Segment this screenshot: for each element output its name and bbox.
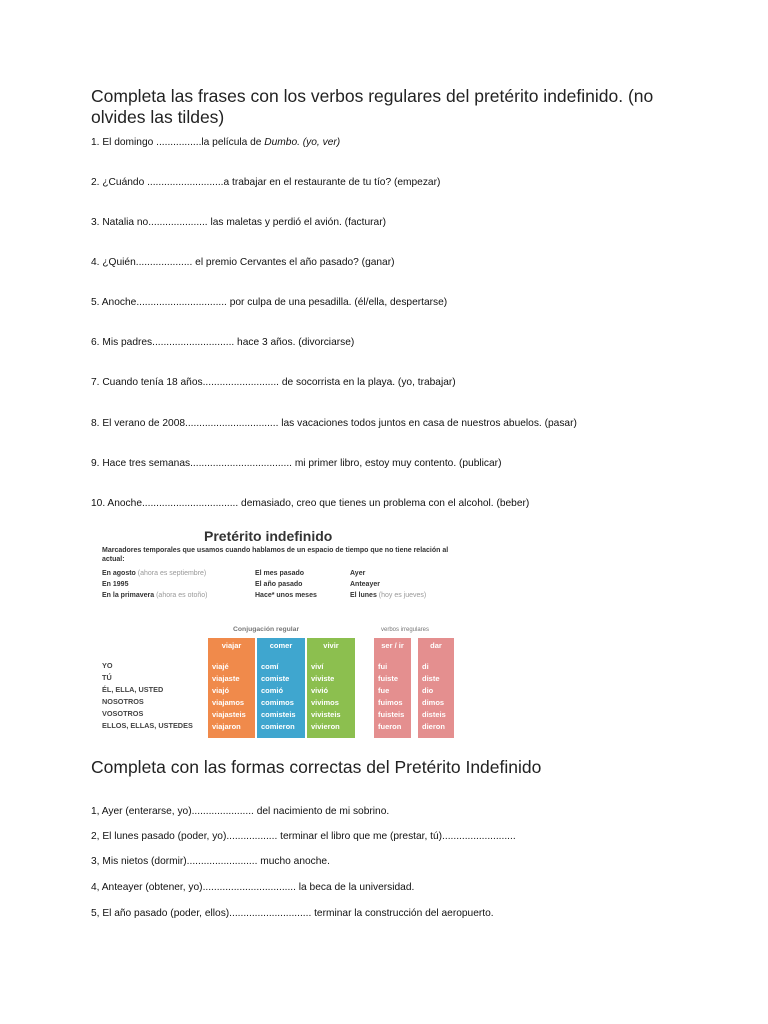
exercise-1-text: 10. Anoche.................................. demasiado, creo que tienes un problema con el alcohol. (beber) (91, 498, 530, 509)
exercise-1-item (91, 458, 501, 469)
verb-form: viví (311, 662, 324, 671)
exercise-1-text: 2. ¿Cuándo ...........................a trabajar en el restaurante de tu tío? (empezar) (91, 177, 441, 188)
conjugation-column-dar (418, 638, 454, 738)
exercise-1-text: 4. ¿Quién.................... el premio Cervantes el año pasado? (ganar) (91, 257, 395, 268)
panel-title: Pretérito indefinido (204, 528, 333, 544)
time-marker-text: Anteayer (350, 581, 380, 588)
time-marker-text: El mes pasado (255, 570, 305, 577)
verb-form: disteis (422, 710, 446, 719)
time-marker (102, 581, 128, 588)
time-marker-text: En la primavera (102, 592, 157, 599)
exercise-1-item (91, 137, 340, 148)
exercise-1-item (91, 297, 447, 308)
preterito-reference-panel (100, 520, 470, 745)
time-marker-text: Hace* unos meses (255, 592, 317, 599)
exercise-2-title: Completa con las formas correctas del Pretérito Indefinido (91, 757, 542, 777)
exercise-1-item (91, 498, 529, 509)
verb-form: viajó (212, 686, 230, 695)
time-marker (255, 581, 302, 588)
verb-form: viajé (212, 662, 229, 671)
verb-form: dieron (422, 722, 445, 731)
verb-form: vivieron (311, 722, 340, 731)
time-marker-text: Ayer (350, 570, 366, 577)
verb-form: comiste (261, 674, 290, 683)
pronoun-label: NOSOTROS (102, 697, 144, 706)
column-header: comer (269, 641, 293, 650)
exercise-1-italic: Dumbo. (yo, ver) (264, 137, 341, 148)
time-marker (255, 592, 317, 599)
verb-form: diste (422, 674, 440, 683)
verb-form: fuisteis (378, 710, 405, 719)
conjugation-column-comer (257, 638, 305, 738)
verb-form: vivisteis (311, 710, 341, 719)
verb-form: comieron (261, 722, 295, 731)
panel-description: Marcadores temporales que usamos cuando hablamos de un espacio de tiempo que no tiene relación al actual: (102, 547, 449, 563)
exercise-1-text: 3. Natalia no..................... las maletas y perdió el avión. (facturar) (91, 217, 386, 228)
verb-form: fueron (378, 722, 402, 731)
exercise-1-item (91, 177, 440, 188)
regular-conjugation-label: Conjugación regular (233, 626, 300, 633)
verb-form: comí (261, 662, 279, 671)
column-header: viajar (221, 641, 242, 650)
exercise-1-item (91, 217, 386, 228)
verb-form: viajamos (212, 698, 245, 707)
verb-form: comisteis (261, 710, 296, 719)
verb-form: viajaron (212, 722, 241, 731)
verb-form: viajasteis (212, 710, 246, 719)
verb-form: dimos (422, 698, 445, 707)
time-marker (350, 581, 380, 588)
exercise-1-item (91, 257, 395, 268)
verb-form: viviste (311, 674, 335, 683)
time-marker (350, 570, 365, 577)
time-marker (102, 570, 206, 577)
verb-form: fue (378, 686, 390, 695)
conjugation-column-viajar (208, 638, 255, 738)
irregular-verbs-label: verbos irregulares (381, 627, 430, 633)
conjugation-column-vivir (307, 638, 355, 738)
time-marker (102, 592, 207, 599)
exercise-2-item: 1, Ayer (enterarse, yo)...................... del nacimiento de mi sobrino. (91, 806, 390, 817)
column-header: vivir (323, 641, 339, 650)
exercise-1-text: 5. Anoche................................ por culpa de una pesadilla. (él/ella, despertarse) (91, 297, 448, 308)
verb-form: vivimos (311, 698, 339, 707)
time-marker-text: El lunes (350, 592, 379, 599)
pronoun-label: VOSOTROS (102, 709, 144, 718)
verb-form: vivió (311, 686, 329, 695)
verb-form: comimos (261, 698, 294, 707)
exercise-1-item (91, 377, 456, 388)
time-marker (350, 592, 426, 599)
verb-form: dio (422, 686, 434, 695)
pronoun-label: ELLOS, ELLAS, USTEDES (102, 721, 193, 730)
exercise-1-title: Completa las frases con los verbos regulares del pretérito indefinido. (no olvides las tildes) (91, 86, 654, 127)
exercise-1-text: 8. El verano de 2008................................. las vacaciones todos juntos en casa de nuestros abuelos. (pasar) (91, 418, 577, 429)
time-marker-text: En agosto (102, 570, 138, 577)
pronoun-label: YO (102, 661, 113, 670)
exercise-2-item: 2, El lunes pasado (poder, yo).................. terminar el libro que me (prestar, tú).......................... (91, 831, 516, 842)
pronoun-label: TÚ (102, 673, 112, 682)
column-header: dar (430, 641, 442, 650)
exercise-1-item (91, 418, 577, 429)
time-marker-note: (ahora es septiembre) (137, 570, 207, 577)
exercise-2-item: 3, Mis nietos (dormir)......................... mucho anoche. (91, 856, 330, 867)
exercise-2-item: 4, Anteayer (obtener, yo)................................. la beca de la universidad. (91, 882, 415, 893)
time-marker-note: (ahora es otoño) (156, 592, 208, 599)
exercise-1-text: 1. El domingo ................la película de (91, 137, 265, 148)
time-marker-text: El año pasado (255, 581, 303, 588)
exercise-2-item: 5, El año pasado (poder, ellos)............................. terminar la construcción del aeropuerto. (91, 908, 494, 919)
verb-form: fui (378, 662, 388, 671)
exercise-1-text: 9. Hace tres semanas.................................... mi primer libro, estoy muy contento. (publicar) (91, 458, 502, 469)
verb-form: comió (261, 686, 284, 695)
exercise-1-text: 7. Cuando tenía 18 años........................... de socorrista en la playa. (yo, trabajar) (91, 377, 456, 388)
time-marker-note: (hoy es jueves) (378, 592, 427, 599)
conjugation-column-serir (374, 638, 411, 738)
exercise-1-text: 6. Mis padres............................. hace 3 años. (divorciarse) (91, 337, 355, 348)
verb-form: di (422, 662, 429, 671)
exercise-1-item (91, 337, 354, 348)
column-header: ser / ir (381, 641, 404, 650)
verb-form: fuiste (378, 674, 399, 683)
verb-form: fuimos (378, 698, 403, 707)
verb-form: viajaste (212, 674, 240, 683)
pronoun-label: ÉL, ELLA, USTED (102, 685, 164, 694)
time-marker (255, 570, 304, 577)
time-marker-text: En 1995 (102, 581, 129, 588)
